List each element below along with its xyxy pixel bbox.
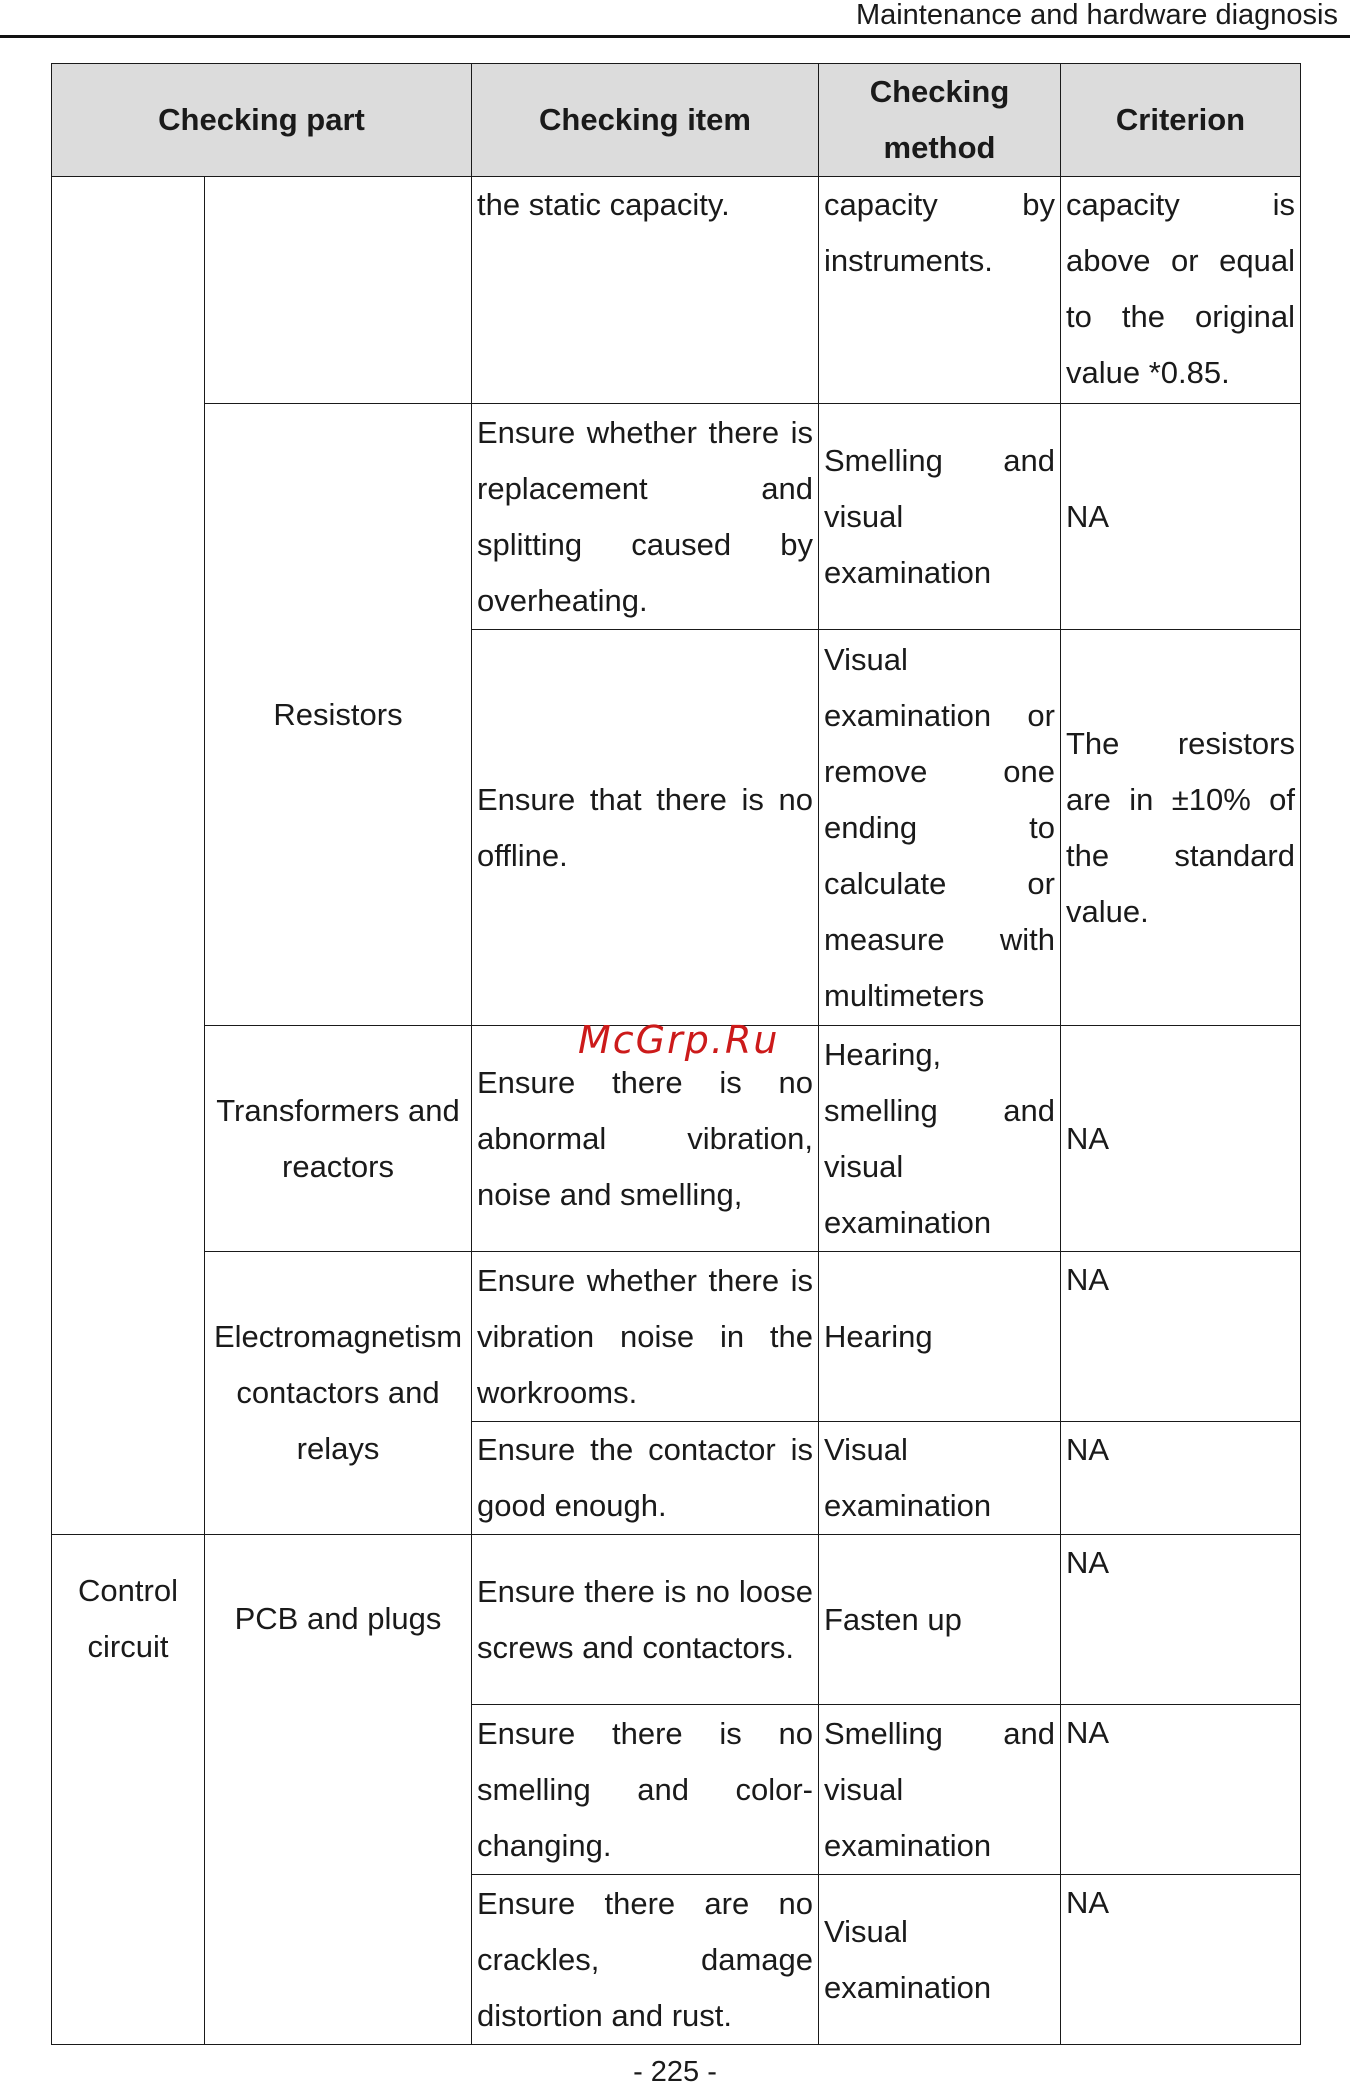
pcb2-item: Ensure there is no smelling and color-changing. [472,1705,819,1875]
table-row [52,1535,1301,1705]
table-row [52,177,1301,404]
page-number: - 225 - [633,2056,717,2088]
watermark-stamp: McGrp.Ru [578,1018,780,1062]
running-header: Maintenance and hardware diagnosis [855,0,1338,31]
em2-method: Visual examination [819,1422,1061,1535]
em1-method: Hearing [819,1252,1061,1422]
em2-item: Ensure the contactor is good enough. [472,1422,819,1535]
capacitor-item: the static capacity. [472,177,819,404]
em2-criterion: NA [1061,1422,1301,1535]
trans-method: Hearing, smelling and visual examination [819,1026,1061,1252]
em-part: Electromagnetism contactors and relays [205,1252,472,1535]
res2-criterion: The resistors are in ±10% of the standard value. [1061,630,1301,1026]
res1-item: Ensure whether there is replacement and splitting caused by overheating. [472,404,819,630]
header-checking-method: Checking method [819,64,1061,177]
main-circuit-part-cell [52,177,205,1535]
em1-criterion: NA [1061,1252,1301,1422]
control-circuit-part: Control circuit [52,1535,205,2045]
pcb3-criterion: NA [1061,1875,1301,2045]
pcb1-criterion: NA [1061,1535,1301,1705]
header-rule [0,35,1350,38]
table-row [52,1252,1301,1422]
header-checking-part: Checking part [52,64,472,177]
pcb2-method: Smelling and visual examination [819,1705,1061,1875]
trans-part: Transformers and reactors [205,1026,472,1252]
pcb2-criterion: NA [1061,1705,1301,1875]
pcb-part: PCB and plugs [205,1535,472,2045]
table-header-row [52,64,1301,177]
em1-item: Ensure whether there is vibration noise in the workrooms. [472,1252,819,1422]
trans-item: Ensure there is no abnormal vibration, noise and smelling, [472,1026,819,1252]
resistors-part: Resistors [205,404,472,1026]
header-checking-item: Checking item [472,64,819,177]
trans-criterion: NA [1061,1026,1301,1252]
capacitor-criterion: capacity is above or equal to the original value *0.85. [1061,177,1301,404]
res2-method: Visual examination or remove one ending to calculate or measure with multimeters [819,630,1061,1026]
res1-method: Smelling and visual examination [819,404,1061,630]
pcb3-item: Ensure there are no crackles, damage distortion and rust. [472,1875,819,2045]
pcb1-item: Ensure there is no loose screws and contactors. [472,1535,819,1705]
capacitor-part-cell [205,177,472,404]
pcb1-method: Fasten up [819,1535,1061,1705]
res2-item: Ensure that there is no offline. [472,630,819,1026]
res1-criterion: NA [1061,404,1301,630]
capacitor-method: capacity by instruments. [819,177,1061,404]
pcb3-method: Visual examination [819,1875,1061,2045]
table-row [52,404,1301,630]
header-criterion: Criterion [1061,64,1301,177]
